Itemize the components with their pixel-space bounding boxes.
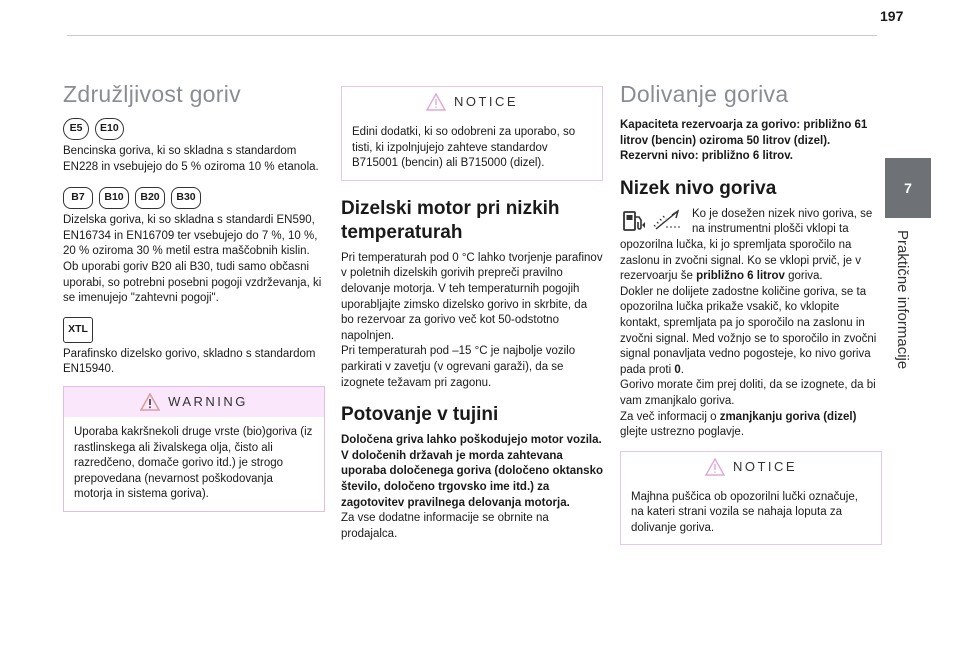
fuel-pump-icon: [620, 207, 646, 233]
notice-text-2: Majhna puščica ob opozorilni lučki označuje, na kateri strani vozila se nahaja loputa za dolivanje goriva.: [631, 490, 858, 534]
notice-box-additives: [341, 86, 603, 181]
notice-box-fuel-flap: [620, 451, 882, 546]
low-fuel-icons: [620, 207, 686, 233]
e10-badge-icon: E10: [95, 118, 124, 140]
petrol-text: Bencinska goriva, ki so skladna s standardom EN228 in vsebujejo do 5 % oziroma 10 % etanola.: [63, 145, 319, 173]
page-number: 197: [880, 8, 904, 24]
xtl-badge-icon: XTL: [63, 317, 93, 343]
b10-badge-icon: B10: [99, 187, 129, 209]
low-fuel-block: [620, 207, 882, 285]
b7-badge-icon: B7: [63, 187, 93, 209]
abroad-text: Za vse dodatne informacije se obrnite na prodajalca.: [341, 512, 549, 540]
column-refuelling: [620, 80, 882, 557]
cold-diesel-heading: Dizelski motor pri nizkih temperaturah: [341, 197, 560, 243]
notice-text: Edini dodatki, ki so odobreni za uporabo, so tisti, ki izpolnjujejo zahteve standardov B715001 (bencin) ali B715000 (dizel).: [352, 126, 576, 170]
column-additives: [341, 80, 603, 542]
capacity-text: Kapaciteta rezervoarja za gorivo: približno 61 litrov (bencin) oziroma 50 litrov (dizel). Rezervni nivo: približno 6 litrov.: [620, 119, 868, 163]
abroad-bold-text: Določena griva lahko poškodujejo motor vozila. V določenih državah je morda zahtevana uporaba določenega goriva (določeno oktansko število, določeno trgovsko ime itd.) za zagotovitev pravilnega delovanja motorja.: [341, 434, 603, 509]
low-p2-pre: Dokler ne dolijete zadostne količine goriva, se ta opozorilna lučka prikaže vsakič, ko vklopite kontakt, spremljata pa jo sporočilo na zaslonu in zvočni signal. Med vožnjo se to sporočilo in zvočni signal ponavljata vedno pogosteje, ko nivo goriva pada proti: [620, 285, 877, 376]
top-rule: [67, 35, 877, 36]
diesel-text: Dizelska goriva, ki so skladna s standardi EN590, EN16734 in EN16709 ter vsebujejo do 7 %, 10 %, 20 % oziroma 30 % metil estra maščobnih kislin. Ob uporabi goriv B20 ali B30, tudi samo občasni uporabi, so potrebni posebni pogoji vzdrževanja, ki se imenujejo "zahtevni pogoji".: [63, 214, 322, 305]
fuel-compatibility-heading: Združljivost goriv: [63, 81, 241, 107]
fuel-level-gauge-icon: [652, 207, 686, 233]
warning-header: [64, 387, 324, 417]
low-p4-bold: zmanjkanju goriva (dizel): [719, 410, 857, 423]
petrol-badges: [63, 118, 325, 140]
warning-text: Uporaba kakršnekoli druge vrste (bio)goriva (iz rastlinskega ali živalskega olja, čisto ali razredčeno, domače gorivo itd.) je strogo prepovedana (nevarnost poškodovanja motorja in sistema goriva).: [74, 425, 313, 501]
xtl-badges: [63, 317, 325, 343]
refuelling-heading: Dolivanje goriva: [620, 81, 789, 107]
b20-badge-icon: B20: [135, 187, 165, 209]
e5-badge-icon: E5: [63, 118, 89, 140]
notice-triangle-icon: [426, 93, 446, 111]
notice-header: [342, 87, 602, 117]
low-p1-post: goriva.: [784, 270, 823, 283]
low-fuel-heading: Nizek nivo goriva: [620, 177, 777, 199]
cold-text-2: Pri temperaturah pod –15 °C je najbolje vozilo parkirati v zavetju (v ogrevani garaži), da se izognete težavam pri zagonu.: [341, 345, 576, 389]
low-p1-bold: približno 6 litrov: [696, 270, 785, 283]
travel-abroad-heading: Potovanje v tujini: [341, 404, 499, 426]
b30-badge-icon: B30: [171, 187, 201, 209]
warning-box: [63, 386, 325, 512]
notice-triangle-icon: [705, 458, 725, 476]
diesel-badges: [63, 187, 325, 209]
column-fuel-compatibility: [63, 80, 325, 524]
low-p2-bold: 0: [674, 363, 681, 376]
low-p4-pre: Za več informacij o: [620, 410, 720, 423]
notice-title: NOTICE: [453, 94, 519, 110]
chapter-tab[interactable]: 7: [885, 158, 931, 218]
low-p2-post: .: [680, 363, 684, 376]
low-p1-pre: Ko je dosežen nizek nivo goriva, se na instrumentni plošči vklopi ta opozorilna lučka, ki jo spremljata sporočilo na zaslonu in zvočni signal. Ko se vklopi prvič, je v rezervoarju še: [620, 207, 873, 283]
low-p3: Gorivo morate čim prej doliti, da se izognete, da bi vam zmanjkalo goriva.: [620, 379, 876, 407]
chapter-title: Praktične informacije: [894, 230, 911, 370]
warning-triangle-icon: [140, 393, 160, 411]
low-p4-post: glejte ustrezno poglavje.: [620, 426, 745, 439]
xtl-text: Parafinsko dizelsko gorivo, skladno s standardom EN15940.: [63, 347, 316, 376]
notice-title-2: NOTICE: [732, 458, 798, 474]
notice-header-2: [621, 452, 881, 482]
cold-text-1: Pri temperaturah pod 0 °C lahko tvorjenje parafinov v poletnih dizelskih gorivih prepreči pravilno delovanje motorja. V teh temperaturnih pogojih uporabljajte zimsko dizelsko gorivo in skrbite, da bo rezervoar za gorivo več kot 50-odstotno napolnjen.: [341, 251, 603, 342]
warning-title: WARNING: [168, 394, 248, 410]
